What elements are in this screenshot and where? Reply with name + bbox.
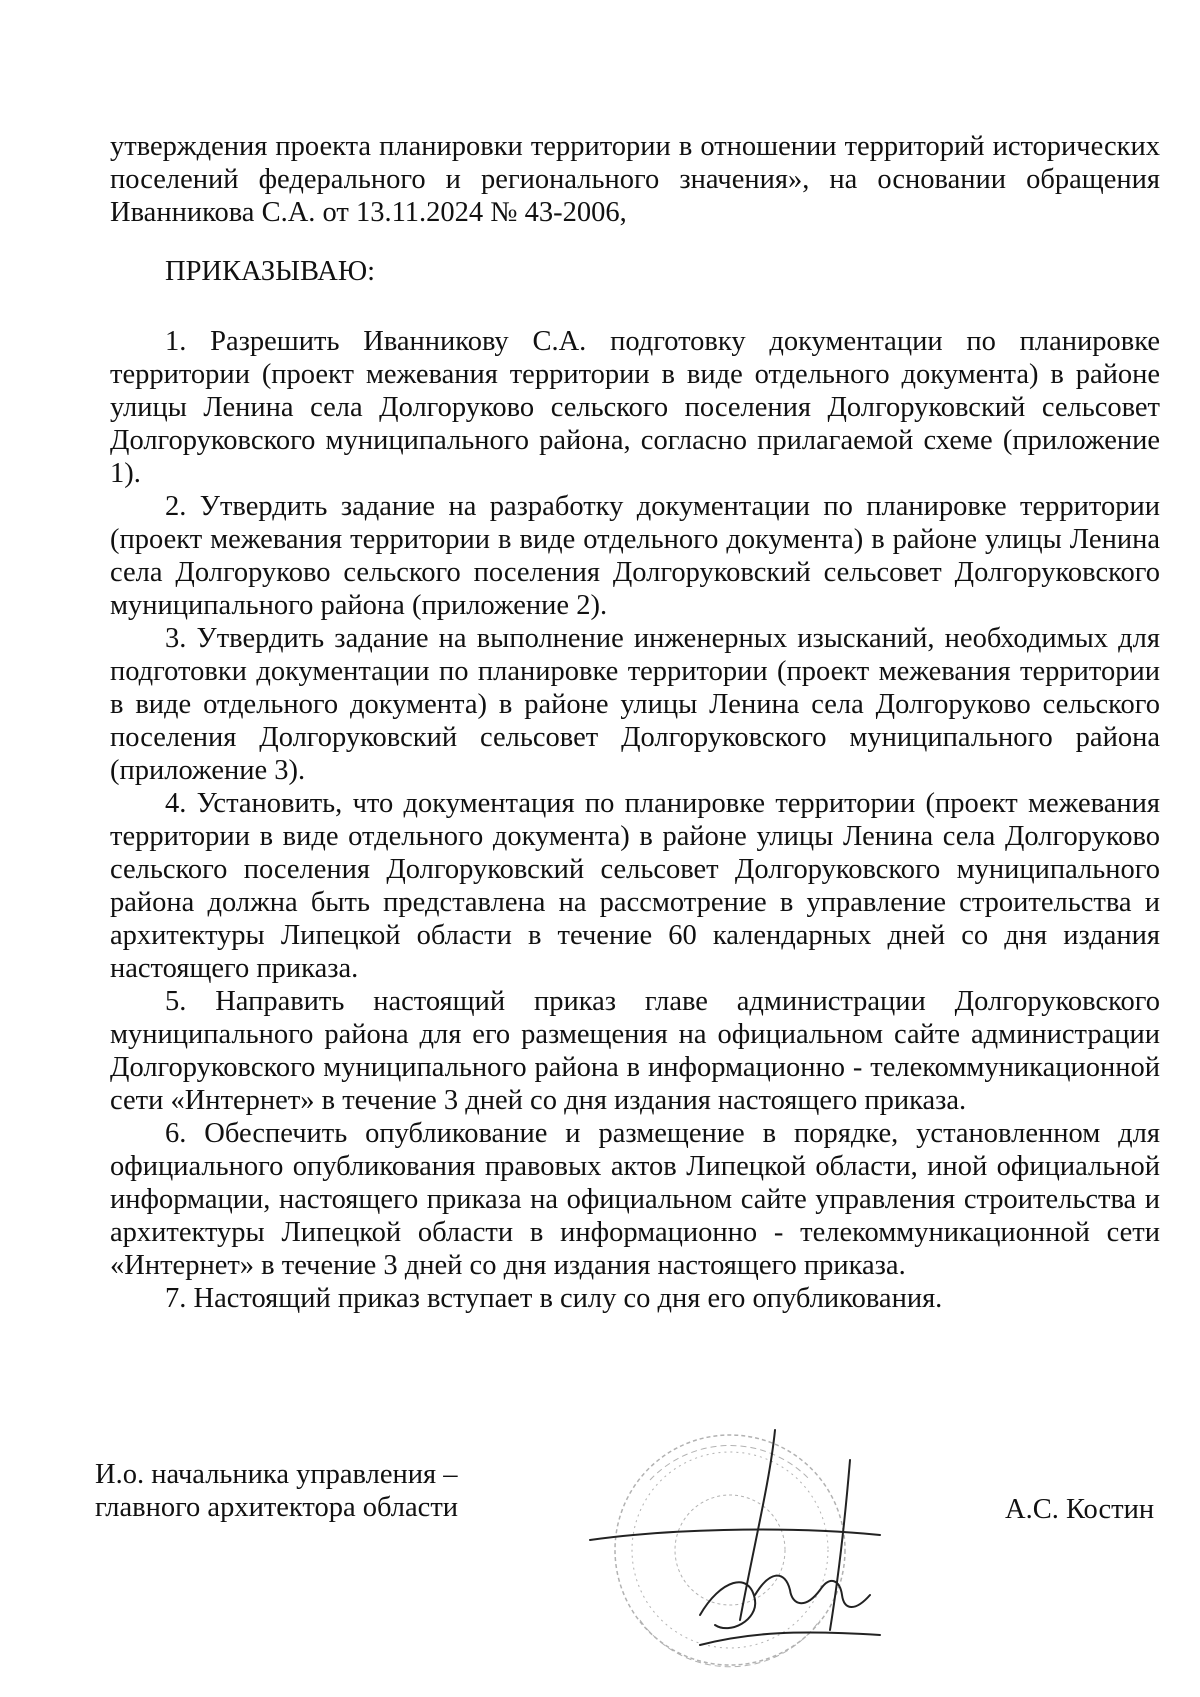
order-item-4: 4. Установить, что документация по планировке территории (проект межевания территории в виде отдельного документа) в районе улицы Ленина села Долгоруково сельского поселения Долгоруковский сельсовет Долгоруковского муниципального района должна быть представлена на рассмотрение в управление строительства и архитектуры Липецкой области в течение 60 календарных дней со дня издания настоящего приказа. [110,788,1160,984]
signatory-title [95,1458,458,1524]
intro-paragraph: утверждения проекта планировки территории в отношении территорий исторических поселений федерального и регионального значения», на основании обращения Иванникова С.А. от 13.11.2024 № 43-2006, [110,131,1160,228]
signatory-name: А.С. Костин [1005,1494,1155,1525]
order-item-3: 3. Утвердить задание на выполнение инженерных изысканий, необходимых для подготовки документации по планировке территории (проект межевания территории в виде отдельного документа) в районе улицы Ленина села Долгоруково сельского поселения Долгоруковский сельсовет Долгоруковского муниципального района (приложение 3). [110,623,1160,786]
order-item-7: 7. Настоящий приказ вступает в силу со дня его опубликования. [165,1283,943,1314]
signatory-title-line1: И.о. начальника управления – [95,1459,458,1490]
stamp-and-signature [580,1420,900,1680]
order-item-1: 1. Разрешить Иванникову С.А. подготовку документации по планировке территории (проект межевания территории в виде отдельного документа) в районе улицы Ленина села Долгоруково сельского поселения Долгоруковский сельсовет Долгоруковского муниципального района, согласно прилагаемой схеме (приложение 1). [110,326,1160,489]
order-items [110,325,1160,1315]
order-item-5: 5. Направить настоящий приказ главе администрации Долгоруковского муниципального района для его размещения на официальном сайте администрации Долгоруковского муниципального района в информационно - телекоммуникационной сети «Интернет» в течение 3 дней со дня издания настоящего приказа. [110,986,1160,1116]
order-item-6: 6. Обеспечить опубликование и размещение в порядке, установленном для официального опубликования правовых актов Липецкой области, иной официальной информации, настоящего приказа на официальном сайте управления строительства и архитектуры Липецкой области в информационно - телекоммуникационной сети «Интернет» в течение 3 дней со дня издания настоящего приказа. [110,1118,1160,1281]
order-item-2: 2. Утвердить задание на разработку документации по планировке территории (проект межевания территории в виде отдельного документа) в районе улицы Ленина села Долгоруково сельского поселения Долгоруковский сельсовет Долгоруковского муниципального района (приложение 2). [110,491,1160,621]
order-heading: ПРИКАЗЫВАЮ: [165,256,376,287]
signature-block [0,1420,1200,1680]
signatory-title-line2: главного архитектора области [95,1492,459,1523]
